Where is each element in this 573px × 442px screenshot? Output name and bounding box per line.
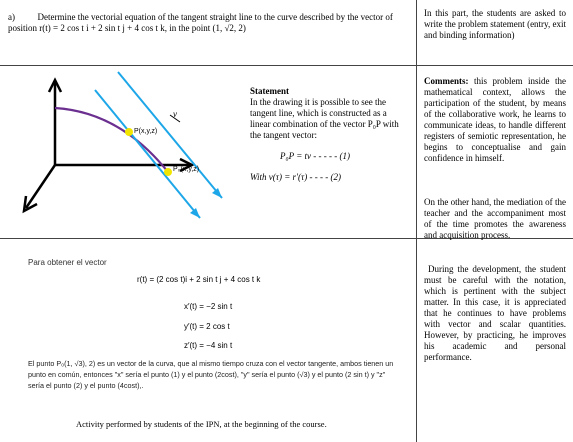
statement-body: In the drawing it is possible to see the tangent line, which is constructed as a linear combination of the vector P₀P with the tangent vector: xyxy=(250,97,399,140)
tangent-diagram xyxy=(0,70,240,235)
footer-caption: Activity performed by students of the IPN, at the beginning of the course. xyxy=(76,419,327,429)
problem-statement xyxy=(8,12,410,34)
x-axis xyxy=(26,165,55,208)
equation-2: With v(τ) = r′(τ) - - - - (2) xyxy=(250,172,341,182)
comments-text: this problem inside the mathematical context, allows the participation of the student, by means of the collaborative work, he learns to communicate ideas, to handle different registers of semiotic representation, he begins to conceptualise and gain confidence in himself. xyxy=(424,76,566,163)
equation-1: P₀P = tv - - - - - (1) xyxy=(280,151,351,161)
right-part-1: In this part, the students are asked to write the problem statement (entry, exit and binding information) xyxy=(424,8,566,40)
row-divider-1 xyxy=(0,65,573,66)
problem-text: Determine the vectorial equation of the tangent straight line to the curve described by the vector of position r(t) = 2 cos t i + 2 sin t j + 4 cos t k, in the point (1, √2, 2) xyxy=(8,12,393,33)
derivative-y: y′(t) = 2 cos t xyxy=(184,322,230,331)
right-part-3: On the other hand, the mediation of the teacher and the accompaniment most of the time promotes the awareness and acquisition process. xyxy=(424,197,566,240)
statement-heading: Statement xyxy=(250,86,289,96)
derivative-x: x′(t) = −2 sin t xyxy=(184,302,233,311)
comments-label: Comments: xyxy=(424,76,469,86)
right-part-4: During the development, the student must be careful with the notation, which is pertinent with the subject matter. In this case, it is appreciated that he continues to have problems with vector and scalar quantities. However, by practicing, he improves his academic and personal performance. xyxy=(424,264,566,362)
curve xyxy=(55,108,168,172)
derivative-z: z′(t) = −4 sin t xyxy=(184,341,233,350)
work-heading: Para obtener el vector xyxy=(28,258,107,267)
tangent-vector-line xyxy=(118,72,222,198)
tangent-vector-arrowhead xyxy=(212,188,222,198)
problem-label: a) xyxy=(8,12,15,22)
vector-equation: r(t) = (2 cos t)i + 2 sin t j + 4 cos t k xyxy=(137,275,261,284)
point-p0-label: P₀(x,y,z) xyxy=(173,166,200,173)
tangent-arrowhead xyxy=(190,208,200,218)
point-p-marker xyxy=(125,128,133,136)
statement-block xyxy=(250,86,400,183)
point-p-label: P(x,y,z) xyxy=(134,128,158,135)
v-label: v xyxy=(173,109,177,119)
right-part-2 xyxy=(424,76,566,164)
column-divider xyxy=(416,0,417,442)
point-p0-marker xyxy=(164,168,172,176)
spanish-explanation: El punto P₀(1, √3), 2) es un vector de la curva, que al mismo tiempo cruza con el vector tangente, ambos tienen un punto en común, entonces "x" sería el punto (1) y el punto (2cost), "y" sería el punto (√3) y el punto (2 sin t) y "z" sería el punto (2) y el punto (4cost),. xyxy=(28,359,394,390)
